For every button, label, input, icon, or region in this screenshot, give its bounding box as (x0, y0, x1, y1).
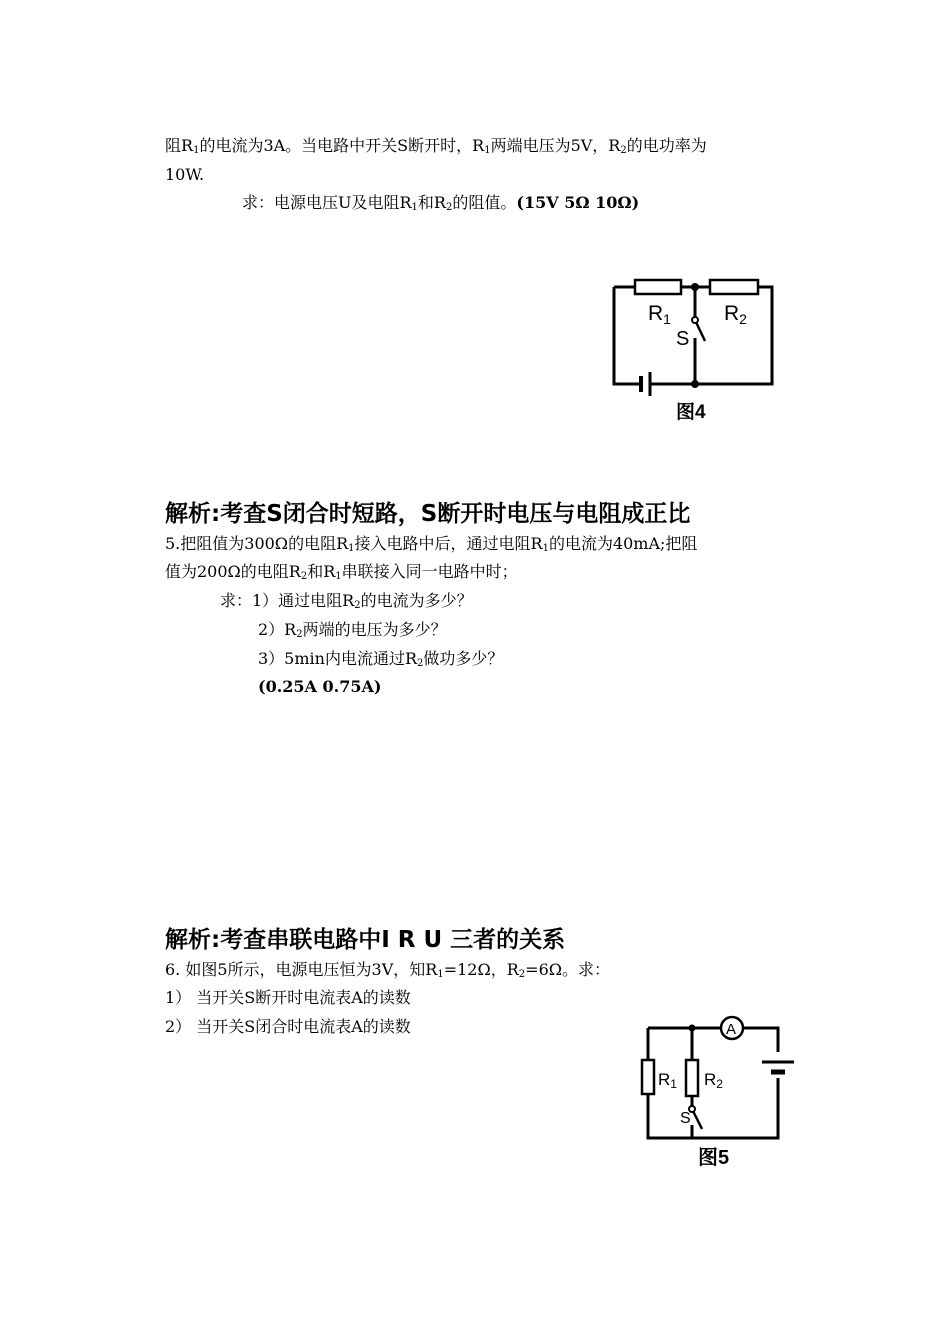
p6-q2: 2） 当开关S闭合时电流表A的读数 (165, 1017, 411, 1036)
circuit-figure-4 (600, 270, 790, 430)
analysis-4-heading: 解析:考查S闭合时短路，S断开时电压与电阻成正比 (165, 501, 691, 527)
p6-line1: 6. 如图5所示，电源电压恒为3V，知$R_1=12\Omega$，$R_2=6\Omega$。求： (165, 960, 611, 980)
fig5-caption: 图5 (698, 1147, 730, 1169)
p5-line2: 值为200Ω的电阻$R_2$和$R_1$串联接入同一电路中时； (165, 562, 518, 582)
fig5-switch-label: S (680, 1110, 691, 1127)
p5-q1: 求：1）通过电阻$R_2$的电流为多少？ (220, 591, 473, 611)
analysis-5-heading: 解析:考查串联电路中I R U 三者的关系 (165, 927, 566, 953)
p4-line2: 10W. (165, 165, 205, 184)
p4-line3: 求：电源电压U及电阻$R_1$和$R_2$的阻值。(15V 5Ω 10Ω) (242, 193, 640, 213)
p5-line1: 5.把阻值为300Ω的电阻$R_1$接入电路中后，通过电阻$R_1$的电流为40mA;把阻 (165, 534, 698, 554)
p4-line1: 阻$R_1$的电流为3A。当电路中开关S断开时，$R_1$两端电压为5V，$R_2$的电功率为 (165, 136, 707, 156)
fig5-r2-label: R2 (704, 1070, 723, 1091)
fig4-r2-label: R2 (724, 302, 747, 327)
p5-q2: $2)R_2$两端的电压为多少？ (258, 620, 447, 640)
p4-answer: (15V 5Ω 10Ω) (516, 193, 640, 212)
fig4-switch-label: S (676, 328, 690, 350)
p5-answer: (0.25A 0.75A) (258, 677, 382, 696)
fig5-ammeter-label: A (726, 1021, 737, 1038)
fig4-r1-label: R1 (648, 302, 671, 327)
circuit-figure-5 (630, 1008, 810, 1173)
p5-q3: 3）5min内电流通过$R_2$做功多少？ (258, 649, 504, 669)
fig5-r1-label: R1 (658, 1070, 677, 1091)
fig4-caption: 图4 (676, 402, 706, 423)
p6-q1: 1） 当开关S断开时电流表A的读数 (165, 988, 411, 1007)
